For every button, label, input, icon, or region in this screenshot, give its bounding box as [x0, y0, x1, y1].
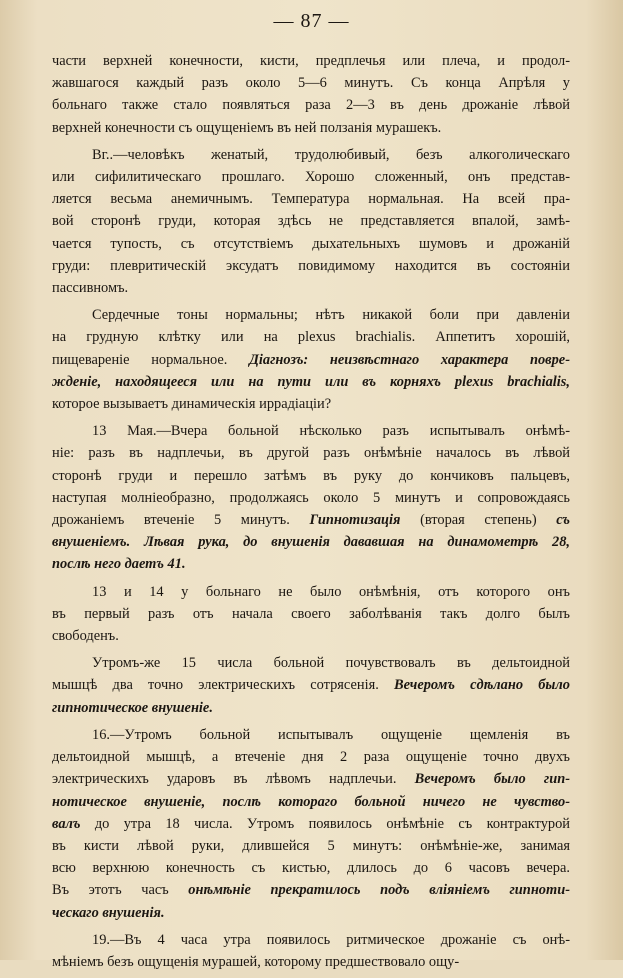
paragraph [52, 929, 570, 973]
italic-text: ческаго внушенія. [52, 904, 165, 921]
paragraph [52, 144, 570, 299]
text-line [52, 349, 570, 371]
text-segment: дрожаніемъ втеченіе 5 минутъ. [52, 512, 310, 529]
text-segment: ляется весьма анемичнымъ. Температура нормальная. На всей пра- [52, 191, 570, 208]
text-line [52, 581, 570, 603]
text-line [52, 835, 570, 857]
italic-text: валъ [52, 815, 81, 832]
text-line [52, 724, 570, 746]
text-segment: до утра 18 числа. Утромъ появилось онѣмѣніе съ контрактурой [80, 815, 570, 832]
text-line [52, 603, 570, 625]
text-line [52, 509, 570, 531]
text-segment: (вторая степень) [400, 512, 557, 529]
italic-text: гипнотическое внушеніе. [52, 699, 213, 716]
text-line [52, 94, 570, 116]
text-segment: которое вызываетъ динамическія иррадіаціи? [52, 396, 332, 413]
text-segment: больнаго также стало появляться раза 2—3 въ день дрожаніе лѣвой [52, 97, 570, 114]
text-line [52, 768, 570, 790]
text-line [52, 697, 570, 719]
text-segment: 13 и 14 у больнаго не было онѣмѣнія, отъ которого онъ [92, 583, 570, 600]
text-line [52, 951, 570, 973]
text-segment: сторонѣ груди и перешло затѣмъ въ руку до кончиковъ пальцевъ, [52, 467, 570, 484]
text-segment: верхней конечности съ ощущеніемъ въ ней ползанія мурашекъ. [52, 119, 442, 136]
paragraph [52, 304, 570, 415]
text-line [52, 857, 570, 879]
text-line [52, 674, 570, 696]
text-segment: 13 Мая.—Вчера больной нѣсколько разъ испытывалъ онѣмѣ- [92, 423, 570, 440]
text-line [52, 746, 570, 768]
text-line [52, 233, 570, 255]
text-line [52, 420, 570, 442]
text-line [52, 326, 570, 348]
text-segment: мышцѣ два точно электрическихъ сотрясенія. [52, 677, 394, 694]
italic-text: внушеніемъ. Лѣвая рука, до внушенія дававшая на динамометрѣ 28, [52, 534, 570, 551]
text-segment: свободенъ. [52, 628, 119, 645]
paragraph [52, 724, 570, 924]
text-line [52, 625, 570, 647]
text-segment: пассивномъ. [52, 280, 129, 297]
body-text [52, 50, 570, 978]
text-segment: части верхней конечности, кисти, предплечья или плеча, и продол- [52, 53, 570, 69]
text-line [52, 487, 570, 509]
page-number: — 87 — [273, 10, 350, 32]
text-line [52, 442, 570, 464]
paragraph [52, 50, 570, 139]
text-line [52, 188, 570, 210]
italic-text: онѣмѣніе прекратилось подъ вліяніемъ гипноти- [188, 882, 570, 899]
text-line [52, 72, 570, 94]
italic-text: послѣ него даетъ 41. [52, 556, 186, 573]
text-line [52, 791, 570, 813]
text-segment: пищевареніе нормальное. [52, 351, 250, 368]
text-line [52, 393, 570, 415]
text-segment: дельтоидной мышцѣ, а втеченіе дня 2 раза ощущеніе точно двухъ [52, 749, 570, 766]
text-line [52, 50, 570, 72]
text-line [52, 652, 570, 674]
text-segment: вой сторонѣ груди, которая здѣсь не представляется впалой, замѣ- [52, 213, 570, 230]
text-segment: чается тупость, съ отсутствіемъ дыхательныхъ шумовъ и дрожаній [52, 235, 570, 252]
italic-text: Вечеромъ было гип- [414, 771, 571, 788]
text-segment: жавшагося каждый разъ около 5—6 минутъ. Съ конца Апрѣля у [52, 75, 570, 92]
italic-text: жденіе, находящееся или на пути или въ корняхъ plexus brachialis, [52, 373, 570, 390]
text-segment: Сердечные тоны нормальны; нѣтъ никакой боли при давленіи [92, 307, 570, 324]
text-line [52, 117, 570, 139]
paragraph [52, 652, 570, 719]
text-segment: Вг..—человѣкъ женатый, трудолюбивый, безъ алкоголическаго [92, 146, 570, 163]
text-segment: Въ этотъ часъ [52, 882, 189, 899]
text-segment: электрическихъ ударовъ въ лѣвомъ надплечьи. [52, 771, 415, 788]
italic-text: нотическое внушеніе, послѣ котораго больной ничего не чувство- [52, 793, 570, 810]
text-segment: на грудную клѣтку или на plexus brachialis. Аппетитъ хорошій, [52, 329, 570, 346]
text-segment: Утромъ-же 15 числа больной почувствовалъ въ дельтоидной [92, 655, 570, 672]
text-segment: мѣніемъ безъ ощущенія мурашей, которому предшествовало ощу- [52, 953, 460, 970]
italic-text: Діагнозъ: неизвѣстнаго характера повре- [249, 351, 570, 368]
text-line [52, 144, 570, 166]
text-line [52, 166, 570, 188]
text-segment: въ первый разъ отъ начала своего заболѣванія такъ долго былъ [52, 605, 570, 622]
text-line [52, 553, 570, 575]
text-line [52, 902, 570, 924]
text-segment: наступая молніеобразно, продолжаясь около 5 минутъ и сопровождаясь [52, 489, 570, 506]
text-segment: ніе: разъ въ надплечьи, въ другой разъ онѣмѣніе началось въ лѣвой [52, 445, 570, 462]
text-line [52, 879, 570, 901]
text-line [52, 531, 570, 553]
text-segment: всю верхнюю конечность съ кистью, длилось до 6 часовъ вечера. [52, 860, 570, 877]
paragraph [52, 420, 570, 575]
text-line [52, 813, 570, 835]
paragraph [52, 581, 570, 648]
text-segment: 19.—Въ 4 часа утра появилось ритмическое дрожаніе съ онѣ- [92, 931, 570, 948]
text-line [52, 277, 570, 299]
text-line [52, 255, 570, 277]
text-segment: или сифилитическаго прошлаго. Хорошо сложенный, онъ представ- [52, 169, 570, 186]
text-segment: груди: плевритическій эксудатъ повидимому находится въ состояніи [52, 257, 570, 274]
italic-text: Гипнотизація [309, 512, 401, 529]
text-segment: въ кисти лѣвой руки, длившейся 5 минутъ: онѣмѣніе-же, занимая [52, 837, 570, 854]
text-line [52, 371, 570, 393]
text-segment: 16.—Утромъ больной испытывалъ ощущеніе щемленія въ [92, 726, 570, 743]
text-line [52, 465, 570, 487]
text-line [52, 304, 570, 326]
text-line [52, 929, 570, 951]
italic-text: Вечеромъ сдѣлано было [393, 677, 570, 694]
text-line [52, 210, 570, 232]
italic-text: съ [556, 512, 570, 529]
